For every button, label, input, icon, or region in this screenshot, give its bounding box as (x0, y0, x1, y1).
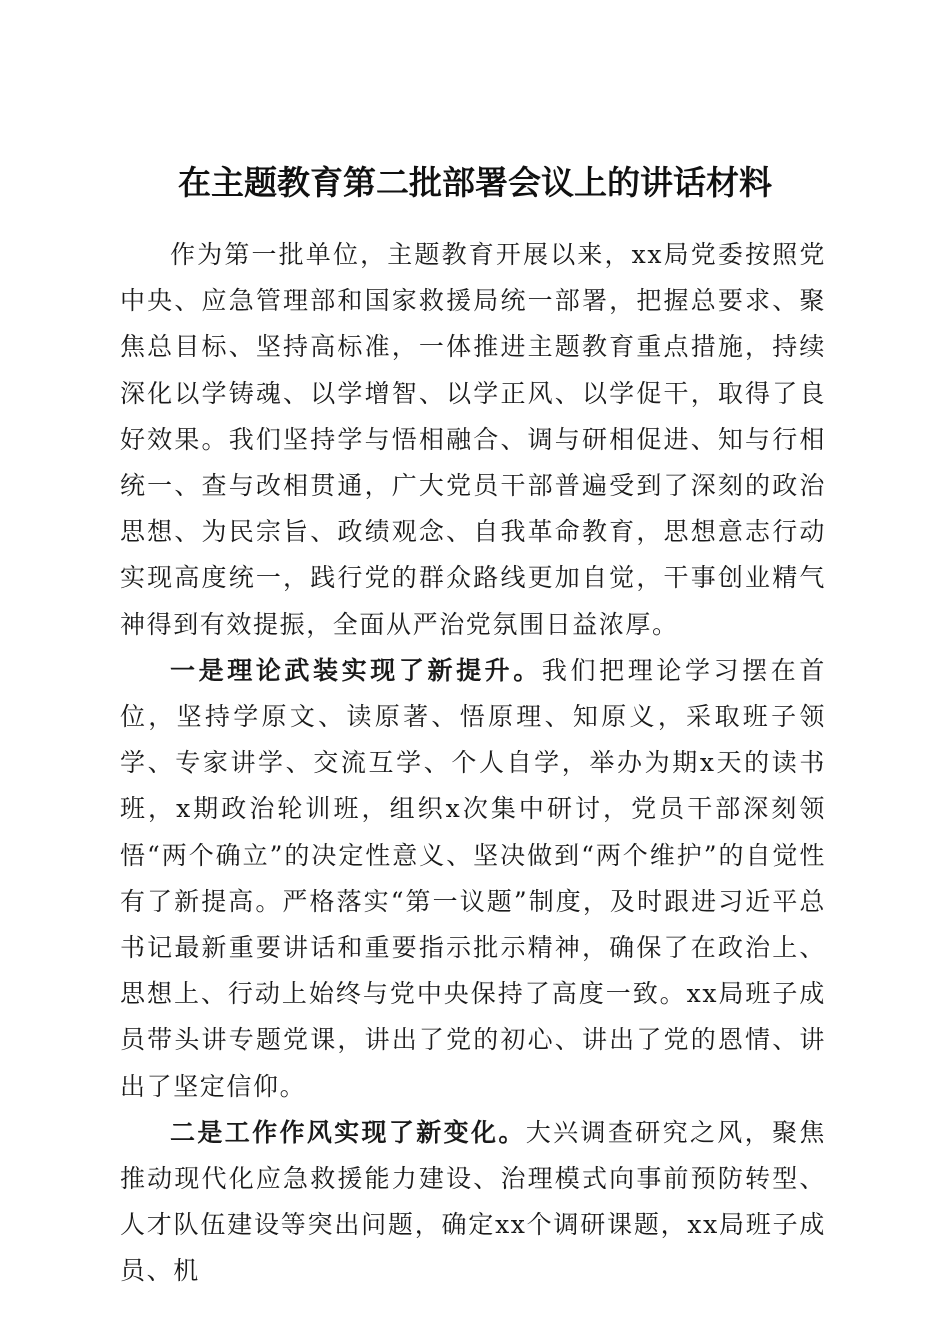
document-title: 在主题教育第二批部署会议上的讲话材料 (178, 163, 772, 203)
paragraph-work-style (120, 1110, 826, 1295)
paragraph-lead: 二是工作作风实现了新变化。 (170, 1117, 526, 1147)
paragraph-text: 作为第一批单位，主题教育开展以来，xx局党委按照党中央、应急管理部和国家救援局统一部署，把握总要求、聚焦总目标、坚持高标准，一体推进主题教育重点措施，持续深化以学铸魂、以学增智、以学正风、以学促干，取得了良好效果。我们坚持学与悟相融合、调与研相促进、知与行相统一、查与改相贯通，广大党员干部普遍受到了深刻的政治思想、为民宗旨、政绩观念、自我革命教育，思想意志行动实现高度统一，践行党的群众路线更加自觉，干事创业精气神得到有效提振，全面从严治党氛围日益浓厚。 (120, 240, 826, 639)
paragraph-text: 大兴调查研究之风，聚焦推动现代化应急救援能力建设、治理模式向事前预防转型、人才队伍建设等突出问题，确定xx个调研课题，xx局班子成员、机 (120, 1117, 826, 1286)
paragraph-text: 我们把理论学习摆在首位，坚持学原文、读原著、悟原理、知原义，采取班子领学、专家讲学、交流互学、个人自学，举办为期x天的读书班，x期政治轮训班，组织x次集中研讨，党员干部深刻领悟“两个确立”的决定性意义、坚决做到“两个维护”的自觉性有了新提高。严格落实“第一议题”制度，及时跟进习近平总书记最新重要讲话和重要指示批示精神，确保了在政治上、思想上、行动上始终与党中央保持了高度一致。xx局班子成员带头讲专题党课，讲出了党的初心、讲出了党的恩情、讲出了坚定信仰。 (120, 655, 826, 1101)
paragraph-intro (120, 232, 826, 648)
paragraph-theory (120, 648, 826, 1110)
paragraph-lead: 一是理论武装实现了新提升。 (170, 655, 542, 685)
document-body (120, 232, 826, 1295)
